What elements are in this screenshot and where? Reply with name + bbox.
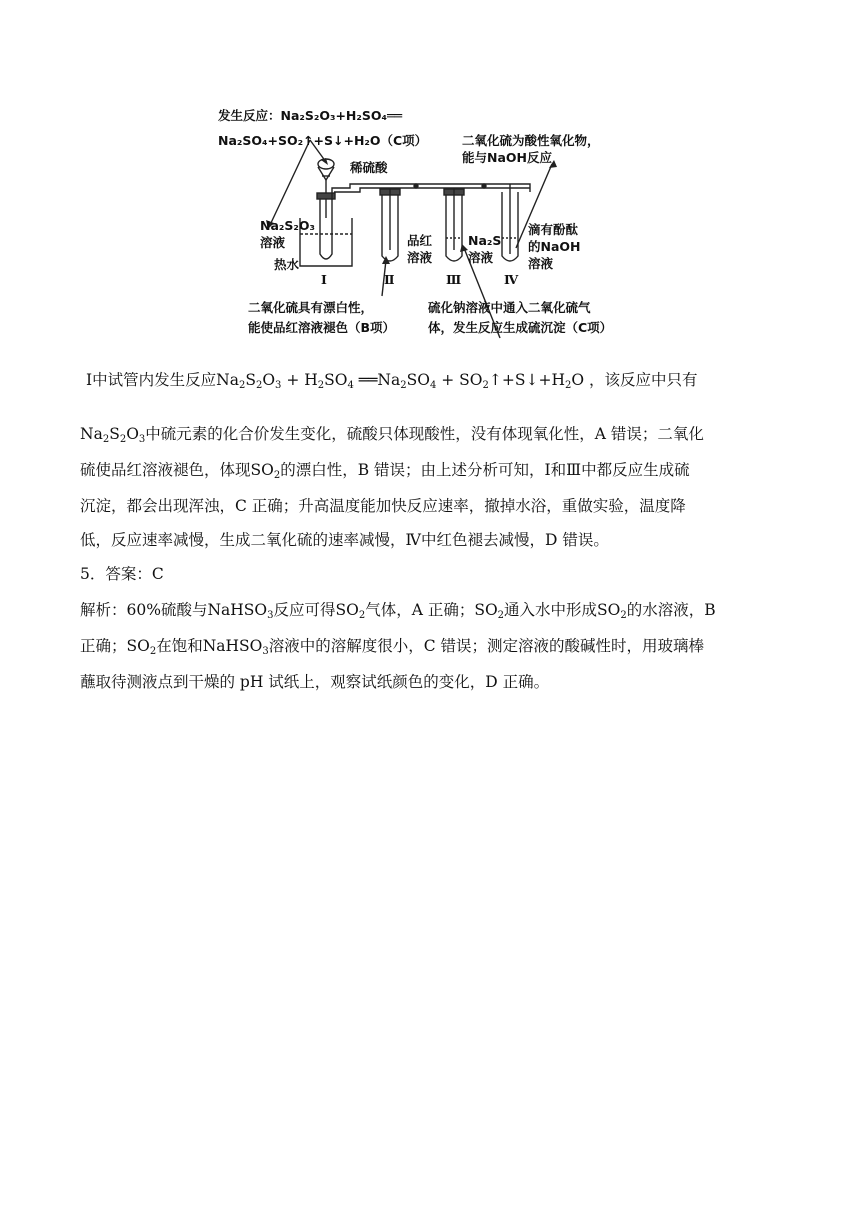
- formula-nahso3: NaHSO$_3$: [202, 637, 269, 657]
- reaction-equation-line2: Na₂SO₄+SO₂↑+S↓+H₂O（C项）: [218, 133, 428, 148]
- analysis-line-5: 低，反应速率减慢，生成二氧化硫的速率减慢，Ⅳ中红色褪去减慢，D 错误。: [80, 531, 609, 549]
- tube-iii-solution-label: 溶液: [468, 250, 494, 265]
- answer-5-line-3: 蘸取待测液点到干燥的 pH 试纸上，观察试纸颜色的变化，D 正确。: [80, 673, 550, 691]
- note-bleaching-line1: 二氧化硫具有漂白性，: [248, 300, 374, 315]
- formula-so2: $SO_2$: [126, 637, 157, 657]
- analysis-line-4: 沉淀，都会出现浑浊，C 正确；升高温度能加快反应速率，撤掉水浴，重做实验，温度降: [80, 497, 686, 515]
- tube-iii-reagent-label: Na₂S: [468, 233, 502, 248]
- note-acidic-oxide-line1: 二氧化硫为酸性氧化物，: [462, 133, 600, 148]
- tube-iv-reagent-label-3: 溶液: [528, 256, 554, 271]
- tube-i-numeral: Ⅰ: [321, 272, 327, 287]
- apparatus-figure: [200, 100, 660, 342]
- formula-so2: $SO_2$: [250, 461, 281, 481]
- dilute-sulfuric-acid-label: 稀硫酸: [350, 160, 388, 175]
- analysis-line-3: 硫使品红溶液褪色，体现$SO_2$的漂白性，B 错误；由上述分析可知，Ⅰ和Ⅲ中都反应生成硫: [80, 461, 690, 481]
- note-acidic-oxide-line2: 能与NaOH反应: [462, 150, 552, 165]
- tube-ii-solution-label: 溶液: [407, 250, 433, 265]
- tube-i-reagent-label: Na₂S₂O₃: [260, 218, 315, 233]
- tube-iii-numeral: Ⅲ: [446, 272, 462, 287]
- formula-na2s2o3: $Na_2S_2O_3$: [80, 425, 146, 445]
- tube-ii-numeral: Ⅱ: [384, 272, 395, 287]
- analysis-line-1: Ⅰ中试管内发生反应$Na_2S_2O_3 + H_2SO_4$ $══Na_2SO_4$ + $SO_2↑+S↓+H_2O$ ，该反应中只有: [86, 371, 698, 391]
- tube-iv-reagent-label-2: 的NaOH: [528, 239, 581, 254]
- answer-5-title: 5．答案：C: [80, 565, 164, 583]
- formula-nahso3: NaHSO$_3$: [207, 601, 274, 621]
- tube-iv-reagent-label-1: 滴有酚酞: [528, 222, 579, 237]
- reaction-equation: $Na_2S_2O_3 + H_2SO_4$ $══Na_2SO_4$ + $SO_2↑+S↓+H_2O$: [216, 371, 589, 391]
- answer-5-line-1: 解析：60%硫酸与NaHSO$_3$反应可得$SO_2$气体，A 正确；$SO_2$通入水中形成$SO_2$的水溶液，B: [80, 601, 716, 621]
- answer-5-line-2: 正确；$SO_2$在饱和NaHSO$_3$溶液中的溶解度很小，C 错误；测定溶液的酸碱性时，用玻璃棒: [80, 637, 705, 657]
- formula-so2: $SO_2$: [335, 601, 366, 621]
- formula-so2: $SO_2$: [597, 601, 627, 621]
- note-sulfur-precipitate-line2: 体，发生反应生成硫沉淀（C项）: [428, 320, 613, 335]
- note-bleaching-line2: 能使品红溶液褪色（B项）: [248, 320, 396, 335]
- reaction-equation-line1: 发生反应：Na₂S₂O₃+H₂SO₄══: [218, 108, 403, 123]
- tube-iv-numeral: Ⅳ: [504, 272, 519, 287]
- tube-i-solution-label: 溶液: [260, 235, 286, 250]
- formula-so2: $SO_2$: [474, 601, 505, 621]
- hot-water-label: 热水: [274, 257, 300, 272]
- note-sulfur-precipitate-line1: 硫化钠溶液中通入二氧化硫气: [428, 300, 591, 315]
- analysis-line-2: $Na_2S_2O_3$中硫元素的化合价发生变化，硫酸只体现酸性，没有体现氧化性，A 错误；二氧化: [80, 425, 704, 445]
- tube-ii-reagent-label: 品红: [407, 233, 433, 248]
